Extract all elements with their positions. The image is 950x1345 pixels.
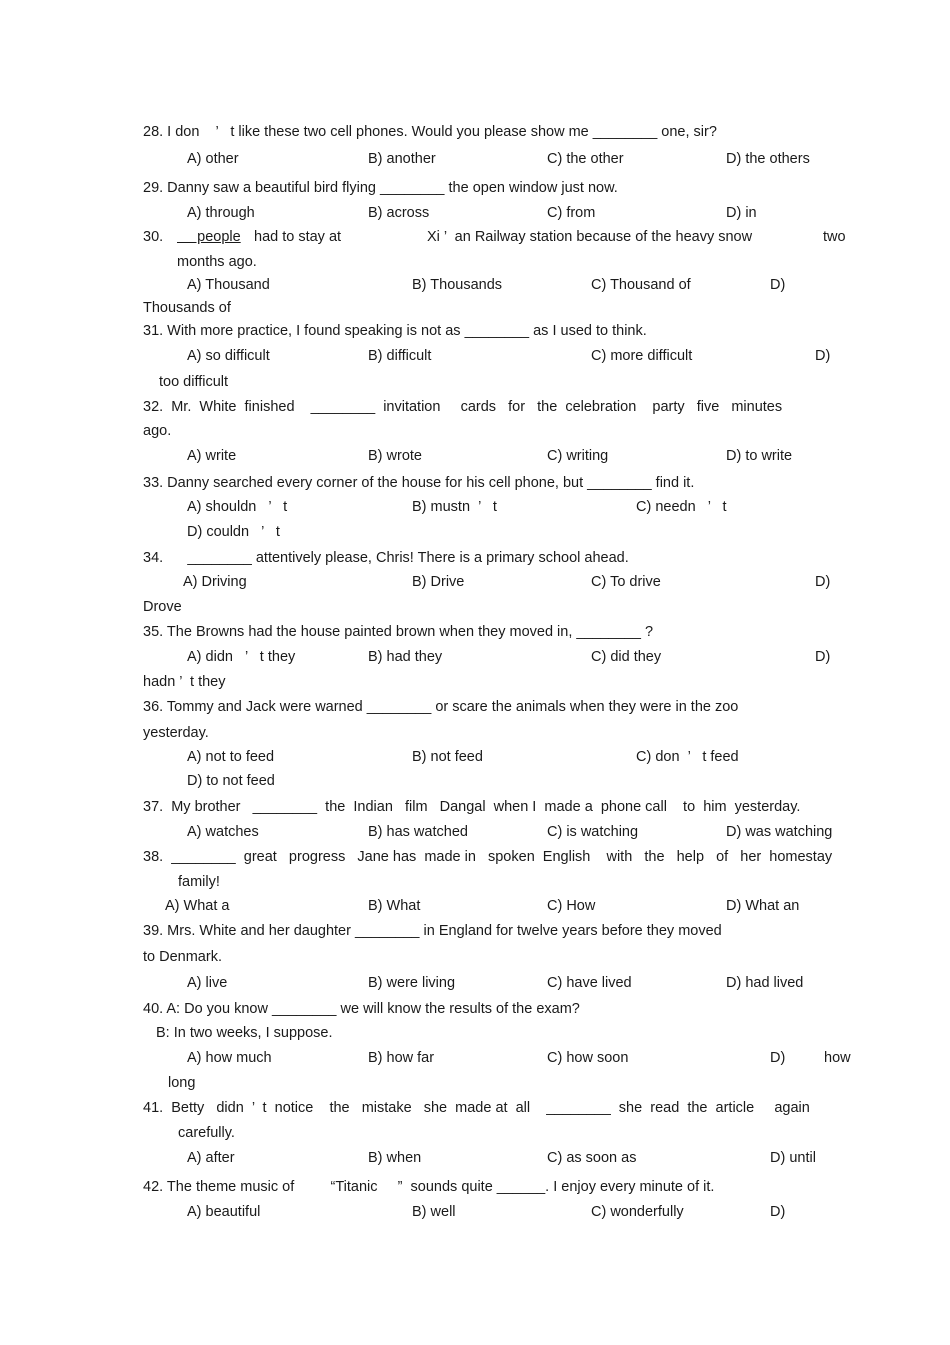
question-33-option-c: C) needn ’ t	[636, 499, 727, 515]
question-30-option-b: B) Thousands	[412, 277, 503, 293]
question-40-option-c: C) how soon	[547, 1050, 629, 1066]
question-31-option-a: A) so difficult	[187, 348, 270, 364]
question-31-stem: 31. With more practice, I found speaking is not as ________ as I used to think.	[143, 323, 647, 339]
question-29-option-c: C) from	[547, 205, 596, 221]
question-36-option-d: D) to not feed	[187, 773, 275, 789]
question-41-option-a: A) after	[187, 1150, 235, 1166]
question-36-option-a: A) not to feed	[187, 749, 275, 765]
question-38-stem-continued: family!	[178, 874, 220, 890]
question-29-option-b: B) across	[368, 205, 430, 221]
question-30-option-c: C) Thousand of	[591, 277, 691, 293]
question-37-option-b: B) has watched	[368, 824, 468, 840]
question-32-stem: 32. Mr. White finished ________ invitation cards for the celebration party five minutes	[143, 399, 783, 415]
question-36-option-b: B) not feed	[412, 749, 483, 765]
question-29-option-d: D) in	[726, 205, 757, 221]
question-33-option-a: A) shouldn ’ t	[187, 499, 288, 515]
question-40-option-d-text: long	[168, 1075, 196, 1091]
question-30-stem-part3: two	[823, 229, 846, 245]
question-30-option-a: A) Thousand	[187, 277, 270, 293]
question-30-option-d: D)	[770, 277, 786, 293]
question-32-option-c: C) writing	[547, 448, 609, 464]
question-37-stem: 37. My brother ________ the Indian film Dangal when I made a phone call to him yesterday.	[143, 799, 801, 815]
question-39-option-b: B) were living	[368, 975, 456, 991]
question-37-option-a: A) watches	[187, 824, 259, 840]
question-28-option-b: B) another	[368, 151, 436, 167]
question-34-option-a: A) Driving	[183, 574, 247, 590]
question-40-option-d: D)	[770, 1050, 786, 1066]
question-42-stem: 42. The theme music of “Titanic ” sounds quite ______. I enjoy every minute of it.	[143, 1179, 715, 1195]
question-34-option-c: C) To drive	[591, 574, 661, 590]
question-42-option-b: B) well	[412, 1204, 456, 1220]
question-39-stem: 39. Mrs. White and her daughter ________ in England for twelve years before they moved	[143, 923, 722, 939]
question-35-option-d: D)	[815, 649, 831, 665]
question-28-option-a: A) other	[187, 151, 239, 167]
question-30-option-d-text: Thousands of	[143, 300, 231, 316]
question-35-option-a: A) didn ’ t they	[187, 649, 296, 665]
question-30-stem-part2: Xi ’ an Railway station because of the heavy snow	[427, 229, 753, 245]
question-39-option-d: D) had lived	[726, 975, 804, 991]
question-30-stem-continued: months ago.	[177, 254, 257, 270]
question-39-option-a: A) live	[187, 975, 228, 991]
question-28-option-d: D) the others	[726, 151, 810, 167]
question-40-reply: B: In two weeks, I suppose.	[156, 1025, 333, 1041]
question-38-option-c: C) How	[547, 898, 596, 914]
question-33-option-d: D) couldn ’ t	[187, 524, 280, 540]
question-39-stem-continued: to Denmark.	[143, 949, 222, 965]
question-31-option-c: C) more difficult	[591, 348, 693, 364]
question-28-option-c: C) the other	[547, 151, 624, 167]
question-30-blank: people	[177, 229, 241, 245]
question-31-option-d-text: too difficult	[159, 374, 229, 390]
question-32-stem-continued: ago.	[143, 423, 172, 439]
question-36-stem-continued: yesterday.	[143, 725, 209, 741]
question-35-option-d-text: hadn ’ t they	[143, 674, 226, 690]
question-37-option-c: C) is watching	[547, 824, 639, 840]
question-33-option-b: B) mustn ’ t	[412, 499, 497, 515]
question-32-option-a: A) write	[187, 448, 237, 464]
question-38-option-a: A) What a	[165, 898, 230, 914]
question-41-option-b: B) when	[368, 1150, 422, 1166]
question-42-option-c: C) wonderfully	[591, 1204, 684, 1220]
question-34-option-d-text: Drove	[143, 599, 182, 615]
question-30-stem-part1: had to stay at	[254, 229, 342, 245]
question-41-stem-continued: carefully.	[178, 1125, 235, 1141]
question-39-option-c: C) have lived	[547, 975, 632, 991]
question-34-stem: 34. ________ attentively please, Chris! There is a primary school ahead.	[143, 550, 629, 566]
question-40-stem: 40. A: Do you know ________ we will know the results of the exam?	[143, 1001, 580, 1017]
question-41-stem: 41. Betty didn ’ t notice the mistake she made at all ________ she read the article again	[143, 1100, 810, 1116]
question-36-option-c: C) don ’ t feed	[636, 749, 739, 765]
question-29-option-a: A) through	[187, 205, 255, 221]
question-37-option-d: D) was watching	[726, 824, 833, 840]
question-35-stem: 35. The Browns had the house painted brown when they moved in, ________ ?	[143, 624, 654, 640]
question-41-option-d: D) until	[770, 1150, 816, 1166]
question-36-stem: 36. Tommy and Jack were warned ________ or scare the animals when they were in the zoo	[143, 699, 739, 715]
question-38-stem: 38. ________ great progress Jane has made in spoken English with the help of her homestay	[143, 849, 833, 865]
question-28-stem: 28. I don ’ t like these two cell phones. Would you please show me ________ one, sir?	[143, 124, 717, 140]
question-32-option-b: B) wrote	[368, 448, 422, 464]
question-34-option-d: D)	[815, 574, 831, 590]
question-32-option-d: D) to write	[726, 448, 793, 464]
question-40-option-d-word: how	[824, 1050, 851, 1066]
question-38-option-b: B) What	[368, 898, 421, 914]
question-40-option-a: A) how much	[187, 1050, 272, 1066]
question-35-option-c: C) did they	[591, 649, 662, 665]
question-29-stem: 29. Danny saw a beautiful bird flying ________ the open window just now.	[143, 180, 618, 196]
question-31-option-d: D)	[815, 348, 831, 364]
question-35-option-b: B) had they	[368, 649, 443, 665]
question-42-option-d: D)	[770, 1204, 786, 1220]
question-42-option-a: A) beautiful	[187, 1204, 261, 1220]
question-34-option-b: B) Drive	[412, 574, 465, 590]
question-31-option-b: B) difficult	[368, 348, 432, 364]
question-41-option-c: C) as soon as	[547, 1150, 637, 1166]
question-30-number: 30.	[143, 229, 164, 245]
question-38-option-d: D) What an	[726, 898, 800, 914]
question-40-option-b: B) how far	[368, 1050, 435, 1066]
question-33-stem: 33. Danny searched every corner of the house for his cell phone, but ________ find it.	[143, 475, 695, 491]
